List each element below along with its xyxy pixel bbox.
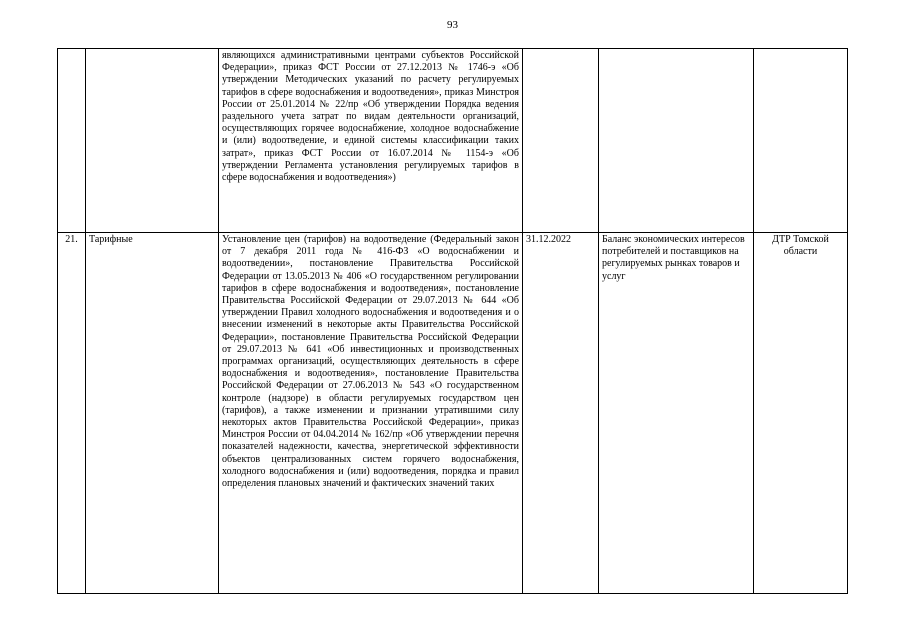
cell-name: Тарифные <box>86 233 219 594</box>
cell-date: 31.12.2022 <box>523 233 599 594</box>
cell-number: 21. <box>58 233 86 594</box>
cell-number <box>58 49 86 233</box>
cell-responsible: ДТР Томской области <box>754 233 848 594</box>
table-row <box>58 233 848 594</box>
cell-name <box>86 49 219 233</box>
measures-table <box>57 48 848 594</box>
cell-date <box>523 49 599 233</box>
cell-legal-basis: являющихся административными центрами субъектов Российской Федерации», приказ ФСТ России от 27.12.2013 № 1746-э «Об утверждении Методических указаний по расчету регулируемых тарифов в сфере водоснабжения и водоотведения», приказ Минстроя России от 25.01.2014 № 22/пр «Об утверждении Порядка ведения раздельного учета затрат по видам деятельности организаций, осуществляющих горячее водоснабжение, холодное водоснабжение и (или) водоотведение, и единой системы классификации таких затрат», приказ ФСТ России от 16.07.2014 № 1154-э «Об утверждении Регламента установления регулируемых тарифов в сфере водоснабжения и водоотведения») <box>219 49 523 233</box>
cell-legal-basis-container <box>219 233 523 594</box>
cell-responsible <box>754 49 848 233</box>
cell-goal: Баланс экономических интересов потребителей и поставщиков на регулируемых рынках товаров и услуг <box>599 233 754 594</box>
cell-goal <box>599 49 754 233</box>
cell-legal-basis: Установление цен (тарифов) на водоотведение (Федеральный закон от 7 декабря 2011 года № 416-ФЗ «О водоснабжении и водоотведении», постановление Правительства Российской Федерации от 13.05.2013 № 406 «О государственном регулировании тарифов в сфере водоснабжения и водоотведения», постановление Правительства Российской Федерации от 29.07.2013 № 644 «Об утверждении Правил холодного водоснабжения и водоотведения и о внесении изменений в некоторые акты Правительства Российской Федерации», постановление Правительства Российской Федерации от 29.07.2013 № 641 «Об инвестиционных и производственных программах организаций, осуществляющих деятельность в сфере водоснабжения и водоотведения», постановление Правительства Российской Федерации от 27.06.2013 № 543 «О государственном контроле (надзоре) в области регулируемых государством цен (тарифов), а также изменении и признании утратившими силу некоторых актов Правительства Российской Федерации», приказ Минстроя России от 04.04.2014 № 162/пр «Об утверждении перечня показателей надежности, качества, энергетической эффективности объектов централизованных систем горячего водоснабжения, холодного водоснабжения и (или) водоотведения, порядка и правил определения плановых значений и фактических значений таких <box>222 234 519 490</box>
page-number: 93 <box>447 19 458 31</box>
table-row <box>58 49 848 233</box>
